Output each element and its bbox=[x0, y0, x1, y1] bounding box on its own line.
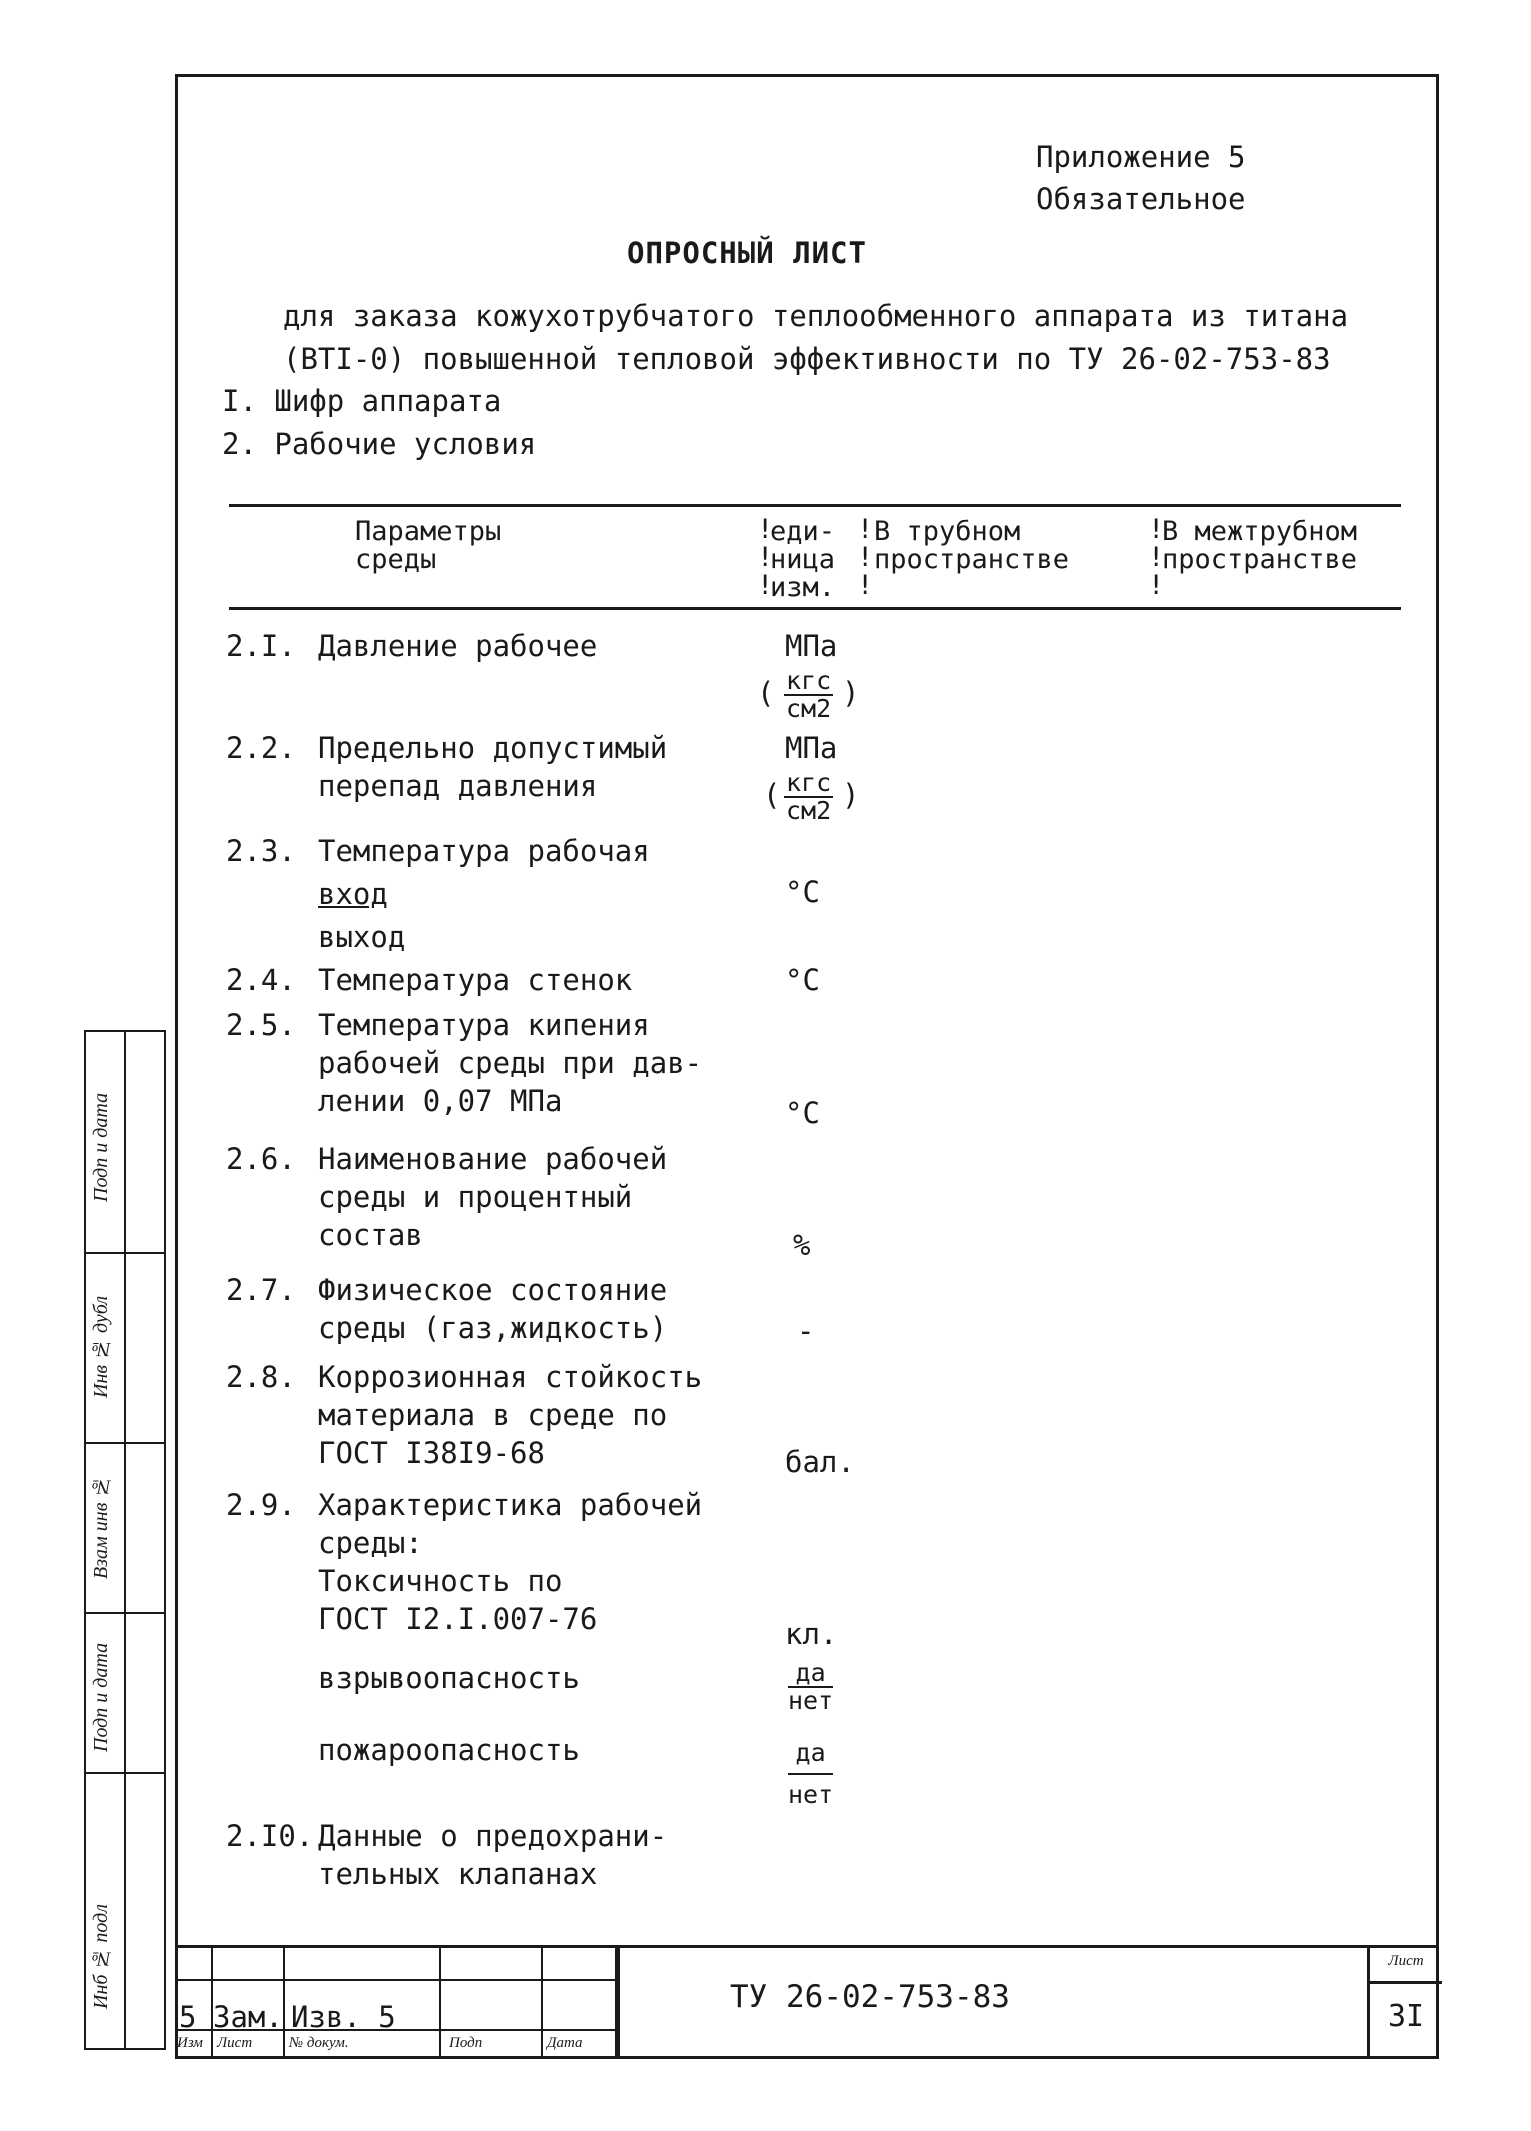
change-number: 5 bbox=[179, 2000, 197, 2034]
unit-fraction: да нет bbox=[788, 1733, 833, 1815]
unit-bracket: ( bbox=[763, 778, 781, 812]
unit-value: МПа bbox=[785, 629, 838, 663]
unit-fraction: да нет bbox=[788, 1658, 834, 1715]
document-number: ТУ 26-02-753-83 bbox=[730, 1979, 1010, 2015]
sheet-label: Лист bbox=[1388, 1953, 1424, 1969]
appendix-status: Обязательное bbox=[1036, 182, 1246, 216]
table-header-rule bbox=[229, 607, 1401, 610]
unit-value: °C bbox=[785, 963, 820, 997]
caption-doc-number: № докум. bbox=[289, 2035, 349, 2051]
row-label: Физическое состояние среды (газ,жидкость) bbox=[318, 1273, 668, 1345]
unit-bracket: ( bbox=[757, 676, 775, 710]
change-sheet: Зам. bbox=[213, 2000, 283, 2034]
column-separator: ! ! ! bbox=[757, 514, 774, 601]
unit-value: °C bbox=[785, 875, 820, 909]
row-number: 2.I. bbox=[226, 629, 296, 663]
caption-signature: Подп bbox=[449, 2035, 483, 2051]
row-label: Наименование рабочей среды и процентный состав bbox=[318, 1142, 668, 1252]
unit-fraction: кгс см2 bbox=[786, 666, 832, 723]
caption-date: Дата bbox=[547, 2035, 583, 2051]
document-title: ОПРОСНЫЙ ЛИСТ bbox=[627, 236, 867, 270]
caption-sheet: Лист bbox=[217, 2035, 253, 2051]
row-number: 2.6. bbox=[226, 1142, 296, 1176]
row-label: Температура рабочая bbox=[318, 834, 650, 868]
column-separator: ! ! ! bbox=[857, 514, 874, 601]
side-stamp bbox=[84, 1030, 166, 2050]
unit-bracket: ) bbox=[842, 778, 860, 812]
row-number: 2.2. bbox=[226, 731, 296, 765]
column-header-param: Параметры среды bbox=[355, 516, 502, 575]
unit-fraction: кгс см2 bbox=[786, 768, 832, 825]
side-stamp-label: Подп и дата bbox=[90, 1642, 112, 1752]
row-label: Характеристика рабочей среды: Токсичность по ГОСТ I2.I.007-76 bbox=[318, 1488, 703, 1636]
side-stamp-label: Инб № подл bbox=[90, 1904, 112, 2010]
section-2-heading: 2. Рабочие условия bbox=[222, 427, 537, 461]
row-label: пожароопасность bbox=[318, 1733, 580, 1767]
row-number: 2.9. bbox=[226, 1488, 296, 1522]
side-stamp-label: Подп и дата bbox=[90, 1092, 112, 1202]
side-stamp-label: Инв № дубл bbox=[90, 1295, 112, 1399]
row-label: взрывоопасность bbox=[318, 1661, 580, 1695]
title-block bbox=[175, 1945, 1439, 2059]
row-label: Коррозионная стойкость материала в среде по ГОСТ I38I9-68 bbox=[318, 1360, 703, 1470]
column-separator: ! ! ! bbox=[1148, 514, 1165, 601]
row-sublabel: выход bbox=[318, 920, 406, 954]
column-header-tube: В трубном пространстве bbox=[874, 516, 1070, 575]
unit-value: - bbox=[797, 1314, 815, 1348]
column-header-unit: еди- ница изм. bbox=[770, 516, 836, 603]
row-number: 2.5. bbox=[226, 1008, 296, 1042]
caption-change: Изм bbox=[177, 2035, 203, 2051]
unit-bracket: ) bbox=[842, 676, 860, 710]
row-label: Предельно допустимый перепад давления bbox=[318, 731, 668, 803]
row-number: 2.7. bbox=[226, 1273, 296, 1307]
row-number: 2.3. bbox=[226, 834, 296, 868]
appendix-label: Приложение 5 bbox=[1036, 140, 1246, 174]
sheet-box bbox=[1367, 1945, 1442, 2059]
unit-value: бал. bbox=[785, 1445, 855, 1479]
row-number: 2.8. bbox=[226, 1360, 296, 1394]
unit-value: % bbox=[793, 1228, 811, 1262]
table-top-rule bbox=[229, 504, 1401, 507]
intro-line-1: для заказа кожухотрубчатого теплообменного аппарата из титана bbox=[283, 299, 1349, 333]
column-header-shell: В межтрубном пространстве bbox=[1162, 516, 1358, 575]
row-number: 2.4. bbox=[226, 963, 296, 997]
row-label: Температура кипения рабочей среды при дав- лении 0,07 МПа bbox=[318, 1008, 703, 1118]
sheet-number: 3I bbox=[1387, 1999, 1425, 2034]
row-sublabel: вход bbox=[318, 877, 388, 911]
section-1-heading: I. Шифр аппарата bbox=[222, 384, 502, 418]
unit-value: МПа bbox=[785, 731, 838, 765]
change-document: Изв. 5 bbox=[291, 2000, 396, 2034]
side-stamp-label: Взам инв № bbox=[90, 1475, 112, 1579]
unit-value: кл. bbox=[785, 1617, 838, 1651]
row-label: Данные о предохрани- тельных клапанах bbox=[318, 1819, 668, 1891]
row-number: 2.I0. bbox=[226, 1819, 314, 1853]
row-label: Давление рабочее bbox=[318, 629, 598, 663]
unit-value: °C bbox=[785, 1096, 820, 1130]
row-label: Температура стенок bbox=[318, 963, 633, 997]
intro-line-2: (ВТI-0) повышенной тепловой эффективности по ТУ 26-02-753-83 bbox=[283, 342, 1331, 376]
